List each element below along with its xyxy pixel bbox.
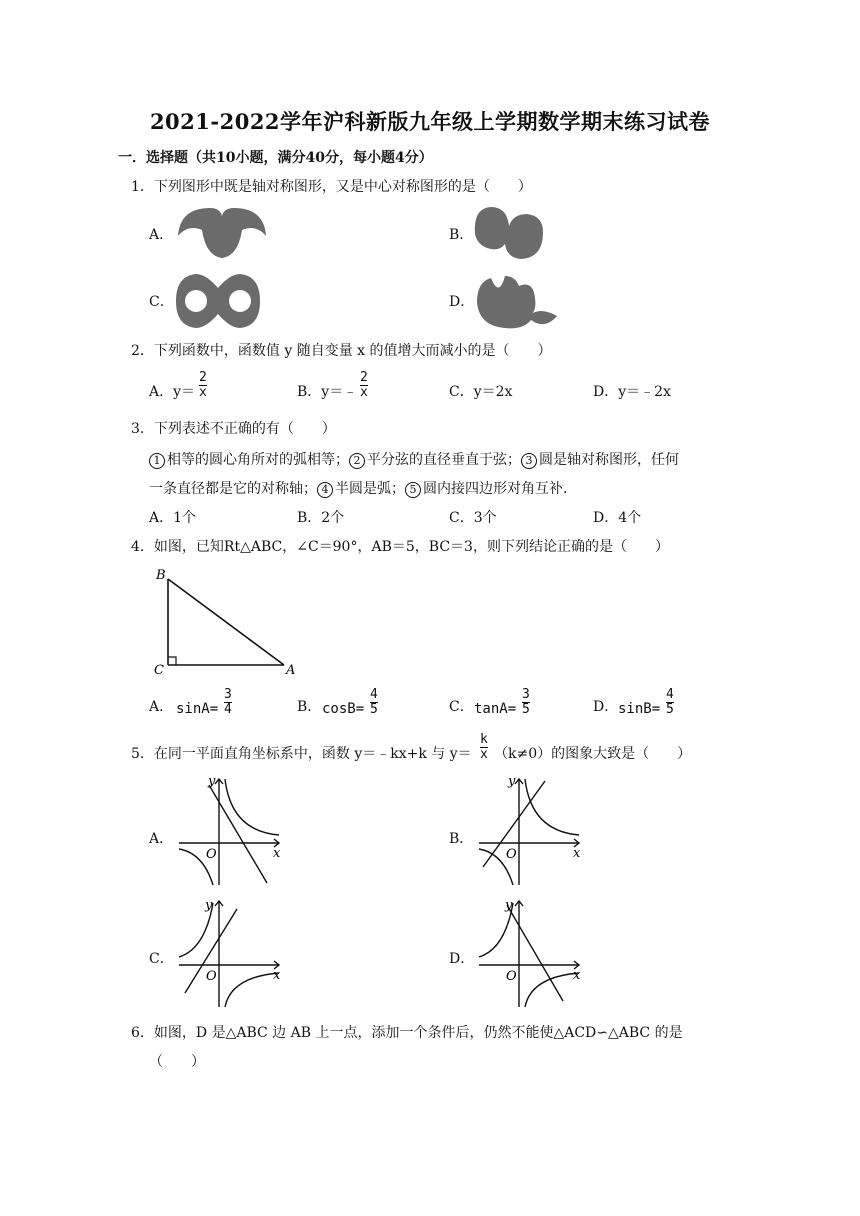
q5-option-a: A． [149, 831, 174, 847]
q4-option-d-fn: sinB= [618, 701, 661, 717]
q5-option-d: D． [449, 951, 475, 967]
q4-option-d-prefix: D． [593, 699, 619, 715]
fraction-numerator: 3 [522, 687, 530, 702]
axis-label-x: x [273, 846, 281, 861]
fraction-numerator: 2 [360, 370, 368, 385]
origin-label: O [506, 969, 517, 984]
axis-label-y: y [505, 898, 513, 913]
statement: 半圆是弧； [335, 481, 405, 497]
q2-option-b-prefix: B．y＝﹣ [297, 384, 358, 400]
section-heading: 一．选择题（共10小题，满分40分，每小题4分） [118, 150, 433, 166]
q4-option-c-fn: tanA= [474, 701, 517, 717]
fraction-numerator: 3 [224, 687, 232, 702]
q4-option-a-prefix: A． [149, 699, 174, 715]
q4-triangle-figure [150, 565, 300, 680]
circled-number: 5 [405, 482, 421, 498]
statement: 相等的圆心角所对的弧相等； [167, 452, 349, 468]
q1-figure-c [174, 272, 262, 330]
q1-figure-b [473, 204, 545, 262]
q4-option-a-fn: sinA= [176, 701, 219, 717]
vertex-label-c: C [154, 663, 164, 678]
q5-stem-part-2: （k≠0）的图象大致是（ ） [494, 746, 692, 762]
fraction-numerator: 4 [370, 687, 378, 702]
q1-stem: 1．下列图形中既是轴对称图形，又是中心对称图形的是（ ） [131, 179, 532, 195]
origin-label: O [506, 847, 517, 862]
fraction-denominator: 5 [522, 702, 530, 717]
q5-option-b: B． [449, 831, 474, 847]
q5-option-c: C． [149, 951, 174, 967]
q1-figure-a [176, 204, 268, 260]
q2-option-d: D．y＝﹣2x [593, 384, 671, 400]
q2-option-a-fraction [199, 371, 207, 400]
q4-option-b-fraction [370, 688, 378, 717]
fraction-denominator: 5 [370, 702, 378, 717]
q1-option-c: C． [149, 294, 174, 310]
q4-option-c-prefix: C． [449, 699, 474, 715]
q2-option-c: C．y＝2x [449, 384, 513, 400]
q1-figure-d [475, 272, 559, 330]
circled-number: 2 [349, 453, 365, 469]
circled-number: 1 [149, 453, 165, 469]
q2-option-a-prefix: A．y＝ [149, 384, 196, 400]
q6-answer-paren: （ ） [149, 1054, 205, 1070]
origin-label: O [206, 847, 217, 862]
fraction-denominator: x [360, 385, 368, 400]
statement: 圆是轴对称图形，任何 [539, 452, 679, 468]
fraction-numerator: 2 [199, 370, 207, 385]
q3-option-a: A．1个 [149, 510, 197, 526]
q2-stem: 2．下列函数中，函数值 y 随自变量 x 的值增大而减小的是（ ） [131, 343, 552, 359]
q3-line-1 [149, 451, 679, 469]
axis-label-x: x [573, 968, 581, 983]
q4-option-b-fn: cosB= [322, 701, 365, 717]
q4-option-c-fraction [522, 688, 530, 717]
page-title: 2021-2022学年沪科新版九年级上学期数学期末练习试卷 [149, 109, 711, 134]
q1-option-b: B． [449, 227, 474, 243]
axis-label-x: x [573, 846, 581, 861]
q5-stem-fraction [480, 733, 488, 762]
fraction-denominator: x [480, 747, 488, 762]
statement: 平分弦的直径垂直于弦； [367, 452, 521, 468]
q5-stem-part-1: 5．在同一平面直角坐标系中，函数 y＝﹣kx+k 与 y＝ [131, 746, 472, 762]
fraction-numerator: k [480, 732, 488, 747]
q5-graph-c [175, 897, 285, 1012]
q5-graph-d [475, 897, 585, 1012]
q6-stem: 6．如图，D 是△ABC 边 AB 上一点，添加一个条件后，仍然不能使△ACD∽△ABC 的是 [131, 1025, 683, 1041]
q4-stem: 4．如图，已知Rt△ABC，∠C＝90°，AB＝5，BC＝3，则下列结论正确的是（ ） [131, 539, 669, 555]
q1-option-d: D． [449, 294, 475, 310]
axis-label-y: y [205, 898, 213, 913]
vertex-label-a: A [286, 663, 296, 678]
axis-label-x: x [273, 968, 281, 983]
q3-option-b: B．2个 [297, 510, 345, 526]
q4-option-b-prefix: B． [297, 699, 322, 715]
q5-graph-a [175, 775, 285, 890]
q3-stem: 3．下列表述不正确的有（ ） [131, 421, 336, 437]
fraction-denominator: 5 [666, 702, 674, 717]
q3-option-c: C．3个 [449, 510, 497, 526]
statement: 圆内接四边形对角互补． [423, 481, 577, 497]
circled-number: 3 [521, 453, 537, 469]
fraction-denominator: 4 [224, 702, 232, 717]
vertex-label-b: B [156, 568, 166, 583]
circled-number: 4 [317, 482, 333, 498]
q4-option-a-fraction [224, 688, 232, 717]
fraction-denominator: x [199, 385, 207, 400]
fraction-numerator: 4 [666, 687, 674, 702]
q3-option-d: D．4个 [593, 510, 642, 526]
origin-label: O [206, 969, 217, 984]
q2-option-b-fraction [360, 371, 368, 400]
q5-graph-b [475, 775, 585, 890]
q4-option-d-fraction [666, 688, 674, 717]
q3-line-2 [149, 480, 577, 498]
axis-label-y: y [508, 774, 516, 789]
q1-option-a: A． [149, 227, 174, 243]
axis-label-y: y [208, 774, 216, 789]
statement: 一条直径都是它的对称轴； [149, 481, 317, 497]
